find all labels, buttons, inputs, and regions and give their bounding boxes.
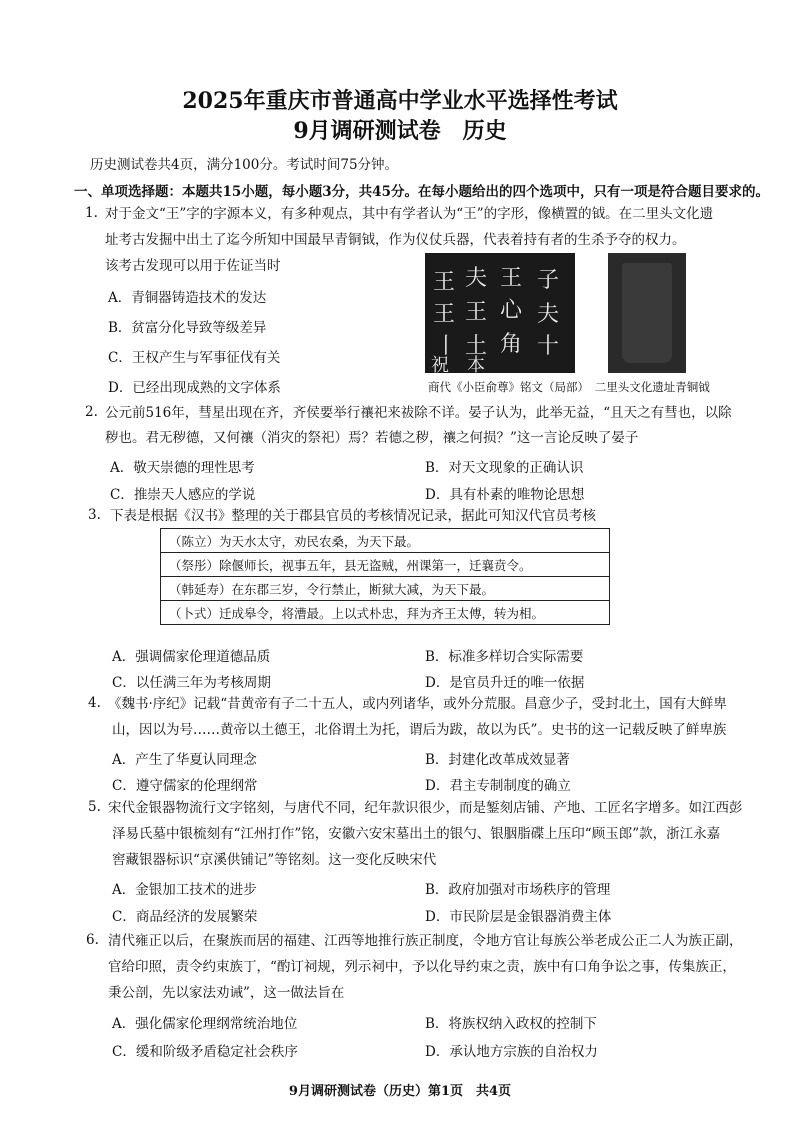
option-a[interactable]: A．青铜器铸造技术的发达 bbox=[108, 290, 267, 306]
inscription-glyph: 祝 bbox=[431, 355, 449, 376]
question-text: 《魏书·序纪》记载“昔黄帝有子二十五人，或内列诸华，或外分荒服。昌意少子，受封北土，国有大鲜卑 bbox=[108, 696, 727, 712]
table-cell: （陈立）为天水太守，劝民农桑，为天下最。 bbox=[161, 529, 610, 553]
question-text: 秽也。君无秽德，又何禳（消灾的祭祀）焉？若德之秽，禳之何损？”这一言论反映了晏子 bbox=[105, 430, 639, 446]
option-b[interactable]: B．对天文现象的正确认识 bbox=[425, 460, 584, 476]
question-number: 1. bbox=[85, 205, 98, 221]
question-number: 2. bbox=[85, 404, 98, 420]
option-a[interactable]: A．金银加工技术的进步 bbox=[112, 882, 257, 898]
table-row bbox=[161, 601, 610, 625]
question-text: 窖藏银器标识“京溪供铺记”等铭刻。这一变化反映宋代 bbox=[112, 852, 437, 868]
question-text: 官给印照，责令约束族丁，“酌订祠规，列示祠中，予以化导约束之责，族中有口角争讼之事，传集族正， bbox=[108, 959, 736, 975]
option-c[interactable]: C．商品经济的发展繁荣 bbox=[112, 909, 258, 925]
option-d[interactable]: D．是官员升迁的唯一依据 bbox=[425, 675, 585, 691]
question-text: 山，因以为号……黄帝以土德王，北俗谓土为托，谓后为跋，故以为氏”。史书的这一记载反映了鲜卑族 bbox=[112, 722, 727, 738]
question-text: 下表是根据《汉书》整理的关于郡县官员的考核情况记录，据此可知汉代官员考核 bbox=[110, 508, 596, 524]
inscription-glyph: 心 bbox=[500, 298, 523, 323]
official-assessment-table bbox=[160, 528, 610, 625]
option-b[interactable]: B．将族权纳入政权的控制下 bbox=[425, 1016, 597, 1032]
option-b[interactable]: B．封建化改革成效显著 bbox=[425, 752, 570, 768]
exam-intro: 历史测试卷共4页，满分100分。考试时间75分钟。 bbox=[90, 157, 399, 173]
inscription-glyph: 王 bbox=[433, 302, 456, 327]
inscription-glyph: 夫 bbox=[537, 302, 560, 327]
option-c[interactable]: C．缓和阶级矛盾稳定社会秩序 bbox=[112, 1044, 298, 1060]
inscription-glyph: 王 bbox=[465, 300, 488, 325]
inscription-glyph: 丨 bbox=[435, 334, 458, 359]
inscription-glyph: 本 bbox=[467, 355, 485, 376]
exam-title: 2025年重庆市普通高中学业水平选择性考试 bbox=[182, 88, 618, 114]
option-d[interactable]: D．具有朴素的唯物论思想 bbox=[425, 487, 585, 503]
table-cell: （祭彤）除偃师长，视事五年，县无盗贼，州课第一，迁襄贲令。 bbox=[161, 553, 610, 577]
inscription-glyph: 十 bbox=[537, 334, 560, 359]
option-d[interactable]: D．已经出现成熟的文字体系 bbox=[108, 380, 281, 396]
inscription-glyph: 角 bbox=[500, 332, 523, 357]
bronze-inscription-rubbing-image bbox=[425, 253, 575, 376]
option-a[interactable]: A．强调儒家伦理道德品质 bbox=[112, 649, 271, 665]
axe-blade-shape bbox=[622, 263, 672, 363]
exam-subtitle: 9月调研测试卷 历史 bbox=[293, 118, 507, 144]
option-b[interactable]: B．贫富分化导致等级差异 bbox=[108, 320, 267, 336]
option-d[interactable]: D．承认地方宗族的自治权力 bbox=[425, 1044, 598, 1060]
question-number: 6. bbox=[86, 932, 99, 948]
question-number: 5. bbox=[88, 799, 101, 815]
option-c[interactable]: C．推崇天人感应的学说 bbox=[110, 487, 256, 503]
option-a[interactable]: A．产生了华夏认同理念 bbox=[112, 752, 257, 768]
section-heading: 一、单项选择题：本题共15小题，每小题3分，共45分。在每小题给出的四个选项中，只有一项是符合题目要求的。 bbox=[74, 184, 769, 200]
option-b[interactable]: B．政府加强对市场秩序的管理 bbox=[425, 882, 611, 898]
question-text: 秉公剖，先以家法劝诫”，这一做法旨在 bbox=[108, 985, 345, 1001]
question-text: 清代雍正以后，在聚族而居的福建、江西等地推行族正制度，令地方官让每族公举老成公正二人为族正副， bbox=[108, 933, 743, 949]
question-text: 宋代金银器物流行文字铭刻，与唐代不同，纪年款识很少，而是錾刻店铺、产地、工匠名字增多。如江西彭 bbox=[108, 800, 743, 816]
option-a[interactable]: A．强化儒家伦理纲常统治地位 bbox=[112, 1016, 298, 1032]
option-c[interactable]: C．王权产生与军事征伐有关 bbox=[108, 350, 281, 366]
question-text: 公元前516年，彗星出现在齐，齐侯要举行禳祀来祓除不详。晏子认为，此举无益，“且天之有彗也，以除 bbox=[105, 405, 732, 421]
option-a[interactable]: A．敬天崇德的理性思考 bbox=[110, 460, 255, 476]
option-c[interactable]: C．以任满三年为考核周期 bbox=[112, 675, 271, 691]
table-cell: （卜式）迁成皋令，将漕最。上以式朴忠，拜为齐王太傅，转为相。 bbox=[161, 601, 610, 625]
page-footer: 9月调研测试卷（历史）第1页 共4页 bbox=[288, 1084, 512, 1099]
option-d[interactable]: D．市民阶层是金银器消费主体 bbox=[425, 909, 612, 925]
question-text: 泽易氏墓中银梳刻有“江州打作”铭，安徽六安宋墓出土的银勺、银胭脂碟上压印“顾玉郎”款，浙江永嘉 bbox=[112, 826, 721, 842]
inscription-glyph: 子 bbox=[537, 268, 560, 293]
table-row bbox=[161, 529, 610, 553]
inscription-glyph: 夫 bbox=[465, 266, 488, 291]
table-row bbox=[161, 553, 610, 577]
question-text: 该考古发现可以用于佐证当时 bbox=[105, 258, 281, 274]
inscription-glyph: 王 bbox=[433, 270, 456, 295]
option-b[interactable]: B．标准多样切合实际需要 bbox=[425, 649, 584, 665]
image-caption: 商代《小臣俞尊》铭文（局部） 二里头文化遗址青铜钺 bbox=[428, 380, 710, 394]
bronze-axe-image bbox=[608, 253, 686, 373]
question-text: 址考古发掘中出土了迄今所知中国最早青铜钺，作为仪仗兵器，代表着持有者的生杀予夺的权力。 bbox=[105, 232, 686, 248]
inscription-glyph: 土 bbox=[465, 334, 488, 359]
table-row bbox=[161, 577, 610, 601]
option-d[interactable]: D．君主专制制度的确立 bbox=[425, 778, 571, 794]
question-number: 3. bbox=[88, 507, 101, 523]
question-number: 4. bbox=[88, 695, 101, 711]
question-text: 对于金文“王”字的字源本义，有多种观点，其中有学者认为“王”的字形，像横置的钺。在二里头文化遗 bbox=[105, 206, 714, 222]
option-c[interactable]: C．遵守儒家的伦理纲常 bbox=[112, 778, 258, 794]
table-cell: （韩延寿）在东郡三岁，令行禁止，断狱大减，为天下最。 bbox=[161, 577, 610, 601]
inscription-glyph: 王 bbox=[500, 266, 523, 291]
